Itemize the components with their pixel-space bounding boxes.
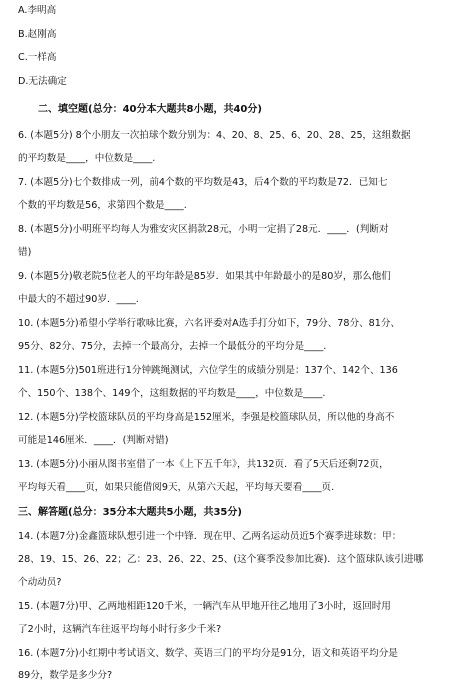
question-8-line-2: 错)	[18, 247, 32, 258]
question-12-line-1: 12. (本题5分)学校篮球队员的平均身高是152厘米，李强是校篮球队员，所以他的身高不	[18, 412, 395, 423]
question-7-line-2: 个数的平均数是56，求第四个数是____.	[18, 200, 187, 211]
question-6-line-1: 6. (本题5分) 8个小朋友一次拍球个数分别为：4、20、8、25、6、20、28、25，这组数据	[18, 130, 411, 141]
question-9-line-2: 中最大的不超过90岁．____.	[18, 294, 139, 305]
option-a: A.李明高	[18, 5, 57, 16]
question-7-line-1: 7. (本题5分)七个数排成一列，前4个数的平均数是43，后4个数的平均数是72．已知七	[18, 177, 388, 188]
question-16-line-1: 16. (本题7分)小红期中考试语文、数学、英语三门的平均分是91分，语文和英语平均分是	[18, 648, 398, 659]
option-c: C.一样高	[18, 52, 57, 63]
option-d: D.无法确定	[18, 76, 67, 87]
question-14-line-1: 14. (本题7分)金鑫篮球队想引进一个中锋．现在甲、乙两名运动员近5个赛季进球数：甲：	[18, 531, 402, 542]
question-14-line-3: 个动动员?	[18, 577, 62, 588]
section-answer-title: 三、解答题(总分：35分本大题共5小题，共35分)	[18, 507, 242, 518]
option-b: B.赵刚高	[18, 29, 57, 40]
question-11-line-1: 11. (本题5分)501班进行1分钟跳绳测试，六位学生的成绩分别是：137个、142个、136	[18, 365, 398, 376]
question-13-line-1: 13. (本题5分)小丽从图书室借了一本《上下五千年》，共132页．看了5天后还剩72页，	[18, 459, 389, 470]
question-15-line-1: 15. (本题7分)甲、乙两地相距120千米，一辆汽车从甲地开往乙地用了3小时，返回时用	[18, 601, 391, 612]
question-13-line-2: 平均每天看____页，如果只能借阅9天，从第六天起，平均每天要看____页.	[18, 482, 335, 493]
question-10-line-1: 10. (本题5分)希望小学举行歌咏比赛，六名评委对A选手打分如下，79分、78分、81分、	[18, 318, 401, 329]
question-15-line-2: 了2小时，这辆汽车往返平均每小时行多少千米?	[18, 624, 222, 635]
question-9-line-1: 9. (本题5分)敬老院5位老人的平均年龄是85岁．如果其中年龄最小的是80岁，那么他们	[18, 271, 391, 282]
question-16-line-2: 89分，数学是多少分?	[18, 670, 113, 681]
question-8-line-1: 8. (本题5分)小明班平均每人为雅安灾区捐款28元，小明一定捐了28元．____．(判断对	[18, 224, 389, 235]
question-11-line-2: 个、150个、138个、149个，这组数据的平均数是____，中位数是____.	[18, 388, 326, 399]
question-12-line-2: 可能是146厘米．____．(判断对错)	[18, 435, 169, 446]
question-6-line-2: 的平均数是____，中位数是____.	[18, 153, 156, 164]
question-14-line-2: 28、19、15、26、22；乙：23、26、22、25、(这个赛季没参加比赛)．这个篮球队该引进哪	[18, 554, 424, 565]
section-fill-in-title: 二、填空题(总分：40分本大题共8小题，共40分)	[38, 104, 262, 115]
question-10-line-2: 95分、82分、75分，去掉一个最高分，去掉一个最低分的平均分是____.	[18, 341, 327, 352]
